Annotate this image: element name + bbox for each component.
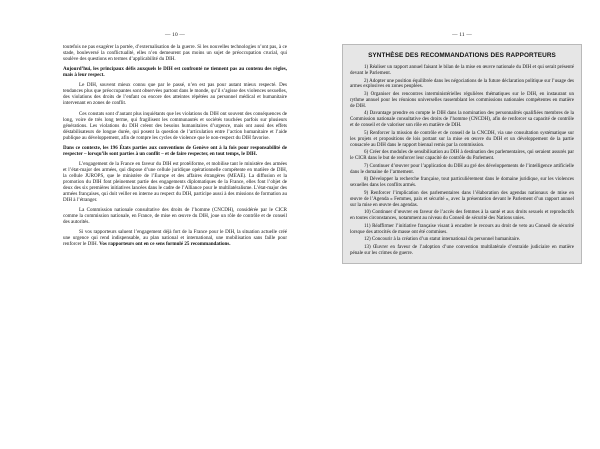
recommendation-item: 9) Renforcer l’implication des parlementaires dans l’élaboration des agendas nationaux de mise en œuvre de l’Agenda « Femmes, paix et sécurité », avec la présentation devant le Parlement d’un rapport annuel sur la mise en œuvre des agendas. [350, 190, 574, 208]
recommendation-item: 11) Réaffirmer l’initiative française visant à encadrer le recours au droit de veto au Conseil de sécurité lorsque des atrocités de masse ont été commises. [350, 223, 574, 235]
right-page [300, 0, 600, 449]
recommendation-item: 1) Réaliser un rapport annuel faisant le bilan de la mise en œuvre nationale du DIH et qui serait présenté devant le Parlement. [350, 65, 574, 76]
paragraph-conclusion [63, 229, 287, 247]
recommendation-item: 10) Continuer d’œuvrer en faveur de l’accès des femmes à la santé et aux droits sexuels et reproductifs en toutes circonstances, notamment au niveau du Conseil de sécurité des Nations unies. [350, 210, 574, 222]
recommendation-item: 3) Organiser des rencontres interministérielles régulières thématiques sur le DIH, en instaurant un rythme annuel pour les réunions universelles rassemblant les commissions nationales compétentes en matière de DIH. [350, 92, 574, 109]
paragraph-challenges: Aujourd’hui, les principaux défis auxquels le DIH est confronté ne tiennent pas au contenu des règles, mais à leur respect. [63, 66, 287, 79]
recommendation-item: 4) Davantage prendre en compte le DIH dans la nomination des personnalités qualifiées membres de la Commission nationale consultative des droits de l’homme (CNCDH), afin de renforcer sa capacité de contrôle et de conseil et de valoriser son rôle en matière de DIH. [350, 111, 574, 129]
recommendation-item: 12) Concourir à la création d’un statut international du personnel humanitaire. [364, 237, 521, 243]
paragraph-intro: toutefois ne pas exagérer la portée, d’externalisation de la guerre. Si les nouvelles technologies n’ont pas, à ce stade, bouleversé la conflictualité, elles n’en demeurent pas moins un sujet de préoccupation crucial, qui soulève des questions en termes d’applicabilité du DIH. [63, 44, 287, 62]
paragraph-states-parties: Dans ce contexte, les 196 États parties aux conventions de Genève ont à la fois pour responsabilité de respecter – lorsqu’ils sont parties à un conflit – et de faire respecter, en tout temps, le DIH. [63, 144, 287, 157]
paragraph-cncdh: La Commission nationale consultative des droits de l’homme (CNCDH), considérée par le CICR comme la commission nationale, en France, de mise en œuvre du DIH, joue un rôle de contrôle et de conseil des autorités. [63, 207, 287, 226]
paragraph-consequences: Ces constats sont d’autant plus inquiétants que les violations du DIH ont souvent des conséquences de long, voire de très long terme, qui fragilisent les communautés et sociétés touchées parfois sur plusieurs générations. Les violations du DIH créent des besoins humanitaires d’urgence, mais ont aussi des effets déstabilisateurs de longue durée, qui posent la question de l’articulation entre l’action humanitaire et l’aide publique au développement, afin de rompre les cycles de violence que le non-respect du DIH favorise. [63, 110, 287, 141]
paragraph-conclusion-bold: Vos rapporteurs ont en ce sens formulé 25 recommandations. [99, 241, 231, 248]
recommendations-box [342, 44, 582, 264]
paragraph-respect: Le DIH, souvent mieux connu que par le passé, n’en est pas pour autant mieux respecté. Des tendances plus que préoccupantes sont observées partout dans le monde, qu’il s’agisse des violences sexuelles, des violations des droits de l’enfant ou encore des atteintes répétées au personnel médical et humanitaire intervenant en zones de conflit. [63, 82, 287, 107]
recommendation-item: 8) Développer la recherche française, tout particulièrement dans le domaine juridique, sur les violences sexuelles dans les conflits armés. [350, 177, 574, 189]
paragraph-france-engagement: L’engagement de la France en faveur du DIH est protéiforme, et mobilise tant le ministère des armées et l’état-major des armées, qui dispose d’une cellule juridique opérationnelle compétente en matière de DIH, la cellule JUROPS, que le ministère de l’Europe et des affaires étrangères (MEAE). La diffusion et la promotion du DIH font pleinement partie des engagements diplomatiques de la France, elles font l’objet de deux des six premières initiatives lancées dans le cadre de l’Alliance pour le multilatéralisme. L’état-major des armées françaises, qui doit veiller en interne au respect du DIH, participe aussi à des missions de formation au DIH à l’étranger. [63, 160, 287, 203]
recommendations-title: SYNTHÈSE DES RECOMMANDATIONS DES RAPPORTEURS [368, 52, 556, 59]
page-number-left: — 10 — [164, 32, 186, 38]
recommendation-item: 2) Adopter une position équilibrée dans les négociations de la future déclaration politique sur l’usage des armes explosives en zones peuplées. [350, 78, 574, 90]
paragraph-conclusion-text: Si vos rapporteurs saluent l’engagement déjà fort de la France pour le DIH, la situation actuelle créé une urgence qui rend indispensable, au plan national et international, une mobilisation sans faille pour renforcer le DIH. [63, 229, 287, 248]
recommendation-item: 5) Renforcer la mission de contrôle et de conseil de la CNCDH, via une consultation systématique sur les projets et propositions de lois portant sur la mise en œuvre du DIH et un développement de la partie consacrée au DIH dans le rapport biennal remis par la commission. [350, 130, 574, 148]
recommendation-item: 6) Créer des modules de sensibilisation au DIH à destination des parlementaires, qui seraient assurés par le CICR dans le but de renforcer leur capacité de contrôle du Parlement. [350, 150, 574, 162]
recommendation-item: 7) Continuer d’œuvrer pour l’application du DIH au gré des développements de l’intelligence artificielle dans le domaine de l’armement. [350, 163, 574, 175]
page-number-right: — 11 — [452, 32, 472, 38]
recommendation-item: 13) Œuvrer en faveur de l’adoption d’une convention multilatérale d’entraide judiciaire en matière pénale sur les crimes de guerre. [350, 244, 574, 256]
